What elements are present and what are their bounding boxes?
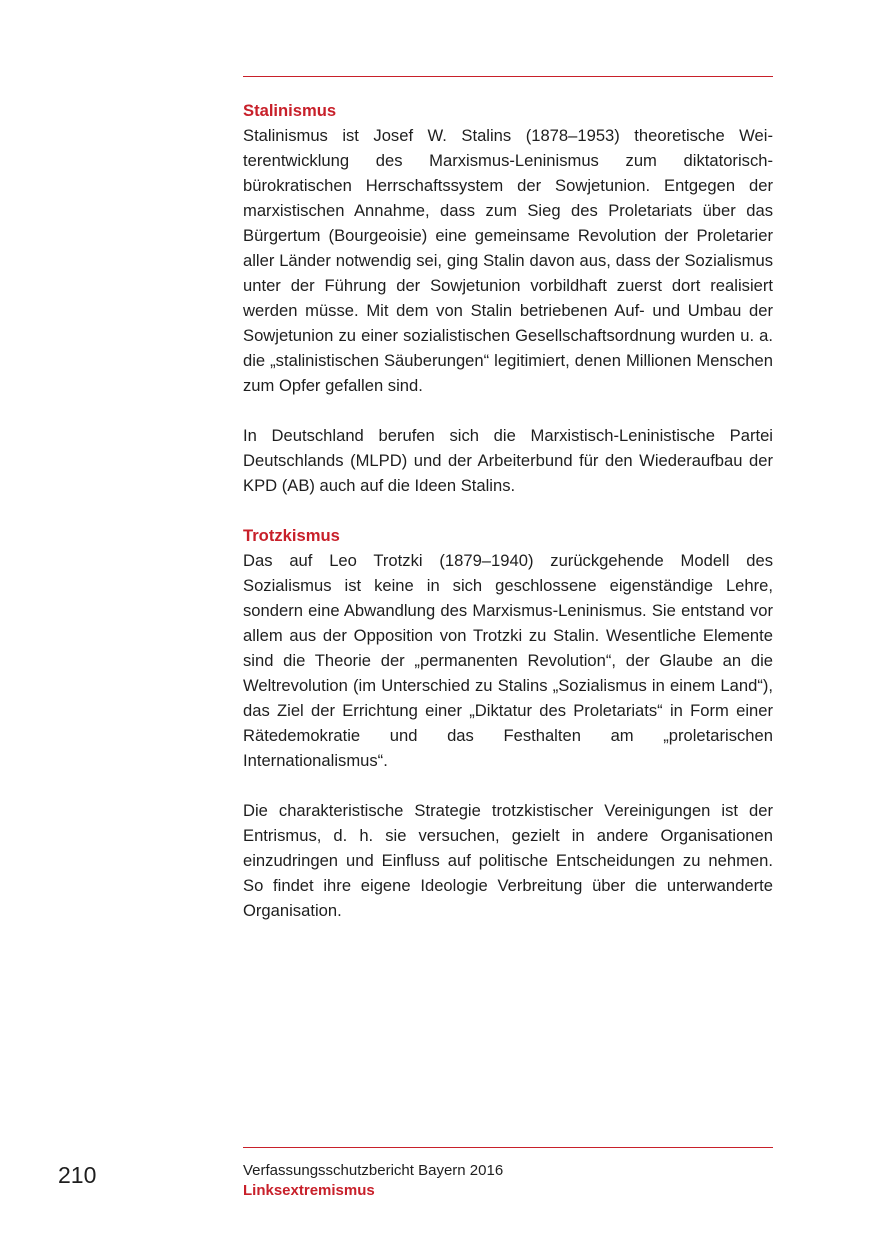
paragraph: In Deutschland berufen sich die Marxistisch-Leninistische Partei Deutschlands (MLPD) und der Arbeiterbund für den Wiederaufbau der KPD (AB) auch auf die Ideen Stalins. bbox=[243, 426, 773, 495]
report-title: Verfassungsschutzbericht Bayern 2016 bbox=[243, 1162, 504, 1179]
footer-divider bbox=[243, 1147, 773, 1148]
section-heading: Stalinismus bbox=[243, 101, 337, 120]
main-content bbox=[243, 98, 773, 923]
section-heading: Trotzkismus bbox=[243, 526, 340, 545]
top-divider bbox=[243, 76, 773, 77]
section-trotzkismus bbox=[243, 523, 773, 923]
paragraph: Stalinismus ist Josef W. Stalins (1878–1953) theoretische Weiterentwicklung des Marxismus-Leninismus zum diktatorisch-bürokratischen Herrschaftssystem der Sowjetunion. Entgegen der marxistischen Annahme, dass zum Sieg des Proletariats über das Bürgertum (Bourgeoisie) eine gemeinsame Revolution der Proletarier aller Länder notwendig sei, ging Stalin davon aus, dass der Sozialismus unter der Führung der Sowjetunion vorbildhaft zuerst dort realisiert werden müsse. Mit dem von Stalin betriebenen Auf- und Umbau der Sowjetunion zu einer sozialistischen Gesellschaftsordnung wurden u. a. die „stalinistischen Säuberungen“ legitimiert, denen Millionen Menschen zum Opfer gefallen sind. bbox=[243, 126, 773, 395]
chapter-title: Linksextremismus bbox=[243, 1182, 375, 1199]
footer bbox=[243, 1161, 773, 1201]
section-stalinismus bbox=[243, 98, 773, 498]
paragraph: Das auf Leo Trotzki (1879–1940) zurückgehende Modell des Sozialismus ist keine in sich geschlossene eigenständige Lehre, sondern eine Abwandlung des Marxismus-Leninismus. Sie entstand vor allem aus der Opposition von Trotzki zu Stalin. Wesentliche Elemente sind die Theorie der „permanenten Revolution“, der Glaube an die Weltrevolution (im Unterschied zu Stalins „Sozialismus in einem Land“), das Ziel der Errichtung einer „Diktatur des Proletariats“ in Form einer Rätedemokratie und das Festhalten am „proletarischen Internationalismus“. bbox=[243, 551, 773, 770]
page-number: 210 bbox=[58, 1162, 97, 1188]
paragraph: Die charakteristische Strategie trotzkistischer Vereinigungen ist der Entrismus, d. h. sie versuchen, gezielt in andere Organisationen einzudringen und Einfluss auf politische Entscheidungen zu nehmen. So findet ihre eigene Ideologie Verbreitung über die unterwanderte Organisation. bbox=[243, 801, 773, 920]
